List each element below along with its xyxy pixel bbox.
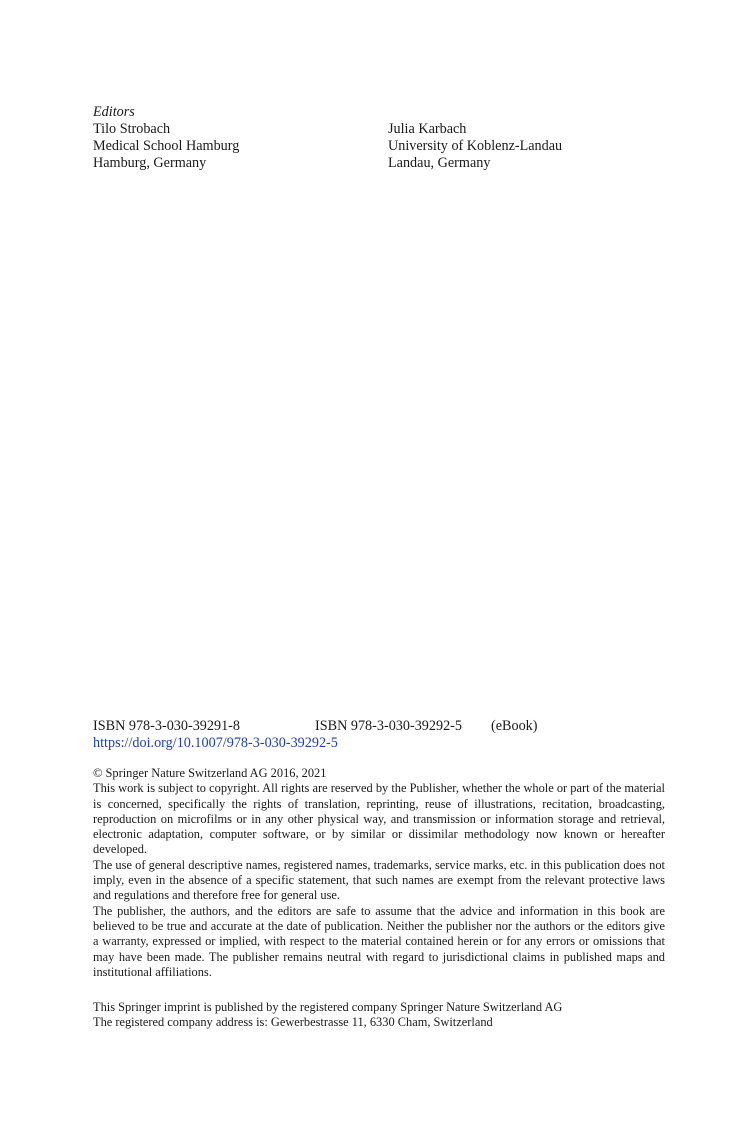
copyright-line: © Springer Nature Switzerland AG 2016, 2021 xyxy=(93,766,327,780)
editor-name: Julia Karbach xyxy=(388,121,467,137)
editor-name: Tilo Strobach xyxy=(93,121,171,137)
doi-link[interactable]: https://doi.org/10.1007/978-3-030-39292-5 xyxy=(93,735,338,751)
editor-location: Hamburg, Germany xyxy=(93,155,207,171)
isbn-section xyxy=(93,718,693,752)
editors-heading: Editors xyxy=(93,104,135,120)
editor-left xyxy=(93,121,239,172)
editors-section xyxy=(93,104,693,173)
editor-location: Landau, Germany xyxy=(388,155,491,171)
imprint-section xyxy=(93,1000,673,1031)
legal-paragraph: The publisher, the authors, and the editors are safe to assume that the advice and information in this book are believed to be true and accurate at the date of publication. Neither the publisher nor the authors or the editors give a warranty, expressed or implied, with respect to the material contained herein or for any errors or omissions that may have been made. The publisher remains neutral with regard to jurisdictional claims in published maps and institutional affiliations. xyxy=(93,903,665,979)
isbn-row xyxy=(93,718,693,735)
legal-paragraph: This work is subject to copyright. All rights are reserved by the Publisher, whether the whole or part of the material is concerned, specifically the rights of translation, reprinting, reuse of illustrations, recitation, broadcasting, reproduction on microfilms or in any other physical way, and transmission or information storage and retrieval, electronic adaptation, computer software, or by similar or dissimilar methodology now known or hereafter developed. xyxy=(93,781,665,857)
imprint-line: This Springer imprint is published by the registered company Springer Nature Switzerland AG xyxy=(93,1000,563,1014)
imprint-address: The registered company address is: Gewerbestrasse 11, 6330 Cham, Switzerland xyxy=(93,1015,493,1030)
isbn-ebook-note: (eBook) xyxy=(491,718,538,734)
legal-section xyxy=(93,766,665,980)
editor-right xyxy=(388,121,562,172)
editor-affiliation: Medical School Hamburg xyxy=(93,138,240,154)
legal-paragraph: The use of general descriptive names, registered names, trademarks, service marks, etc. in this publication does not imply, even in the absence of a specific statement, that such names are exempt from the relevant protective laws and regulations and therefore free for general use. xyxy=(93,857,665,903)
isbn-print: ISBN 978-3-030-39291-8 xyxy=(93,718,240,734)
editors-columns xyxy=(93,121,693,173)
isbn-ebook: ISBN 978-3-030-39292-5 xyxy=(315,718,462,734)
editor-affiliation: University of Koblenz-Landau xyxy=(388,138,563,154)
